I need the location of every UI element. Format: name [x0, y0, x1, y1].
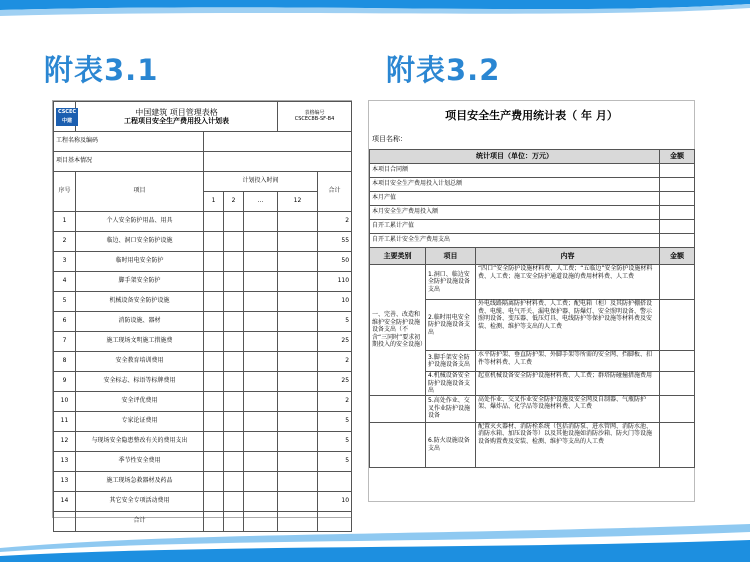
row-seq: 11 [54, 412, 76, 432]
row-month-cell[interactable] [244, 392, 278, 412]
cscec-logo-icon: CSCEC 中建 [57, 108, 77, 124]
plan-table-row [54, 452, 352, 472]
plan-table-row [54, 212, 352, 232]
row-month-cell[interactable] [224, 272, 244, 292]
org-title: 中国建筑 项目管理表格 [135, 107, 218, 117]
row-month-cell[interactable] [204, 332, 224, 352]
row-month-cell[interactable] [204, 432, 224, 452]
row-total: 50 [318, 252, 352, 272]
safety-cost-plan-form [52, 100, 352, 525]
stat-row [370, 164, 695, 178]
plan-table-row [54, 392, 352, 412]
detail-item: 5.高处作业、交叉作业防护设施设备 [426, 395, 476, 422]
row-month-cell[interactable] [244, 452, 278, 472]
row-item: 与现场安全隐患整改有关的费用支出 [76, 432, 204, 452]
row-month-cell[interactable] [204, 212, 224, 232]
detail-item: 6.防火设施设备支出 [426, 422, 476, 467]
col-header-seq: 序号 [54, 172, 76, 212]
row-total: 2 [318, 352, 352, 372]
row-month-cell[interactable] [244, 432, 278, 452]
month-header: 12 [278, 192, 318, 212]
row-item: 个人安全防护用品、用具 [76, 212, 204, 232]
stat-row [370, 206, 695, 220]
row-month-cell[interactable] [204, 472, 224, 492]
detail-content: “四口”安全防护设施材料费、人工费；“五临边”安全防护设施材料费、人工费；施工安全防护通道设施的费用材料费、人工费 [476, 265, 660, 300]
stat-row-label: 本月安全生产费用投入额 [370, 206, 660, 220]
form-code: CSCEC8B-SF-B4 [294, 115, 335, 122]
row-month-cell[interactable] [204, 252, 224, 272]
detail-category-empty [370, 395, 426, 422]
row-month-cell[interactable] [224, 452, 244, 472]
detail-header-category: 主要类别 [370, 248, 426, 265]
row-month-cell[interactable] [204, 452, 224, 472]
detail-header-content: 内容 [476, 248, 660, 265]
stat-row-label: 自开工累计安全生产费用支出 [370, 234, 660, 248]
row-month-cell[interactable] [224, 472, 244, 492]
detail-content: 高处作业、交叉作业安全防护设施及安全网及自制器、气瓶防护架、爆炸品、化学品等设施材料费、人工费 [476, 395, 660, 422]
top-wave-decoration [0, 0, 750, 20]
row-month-cell[interactable] [224, 292, 244, 312]
detail-item: 4.机械设备安全防护设施设备支出 [426, 372, 476, 396]
row-month-cell[interactable] [278, 232, 318, 252]
stat-row-amount[interactable] [660, 164, 695, 178]
stat-row-amount[interactable] [660, 206, 695, 220]
row-month-cell[interactable] [278, 432, 318, 452]
row-seq: 7 [54, 332, 76, 352]
row-total: 110 [318, 272, 352, 292]
plan-table-row [54, 272, 352, 292]
row-seq: 13 [54, 452, 76, 472]
row-item: 脚手架安全防护 [76, 272, 204, 292]
plan-table-row [54, 352, 352, 372]
row-month-cell[interactable] [244, 492, 278, 512]
stat-header-amount: 金额 [660, 150, 695, 164]
row-month-cell[interactable] [278, 292, 318, 312]
row-total: 10 [318, 492, 352, 512]
row-month-cell[interactable] [278, 392, 318, 412]
row-month-cell[interactable] [278, 212, 318, 232]
plan-table-row [54, 292, 352, 312]
row-month-cell[interactable] [278, 252, 318, 272]
stat-row-amount[interactable] [660, 220, 695, 234]
detail-header-item: 项目 [426, 248, 476, 265]
stat-row [370, 234, 695, 248]
heading-appendix-3-1: 附表3.1 [44, 53, 159, 87]
row-total: 5 [318, 412, 352, 432]
row-month-cell[interactable] [278, 332, 318, 352]
row-month-cell[interactable] [204, 392, 224, 412]
row-seq: 8 [54, 352, 76, 372]
row-month-cell[interactable] [204, 292, 224, 312]
project-name-label: 工程名称及编码 [54, 132, 204, 152]
plan-table-row [54, 492, 352, 512]
row-seq: 3 [54, 252, 76, 272]
row-item: 施工现场文明施工措施费 [76, 332, 204, 352]
stat-row-label: 自开工累计产值 [370, 220, 660, 234]
row-month-cell[interactable] [224, 232, 244, 252]
plan-table-row [54, 332, 352, 352]
row-total: 10 [318, 292, 352, 312]
row-month-cell[interactable] [204, 352, 224, 372]
row-month-cell[interactable] [244, 252, 278, 272]
row-seq: 6 [54, 312, 76, 332]
stat-row-amount[interactable] [660, 192, 695, 206]
row-month-cell[interactable] [224, 212, 244, 232]
row-month-cell[interactable] [204, 372, 224, 392]
row-seq: 13 [54, 472, 76, 492]
row-total: 5 [318, 312, 352, 332]
row-total: 5 [318, 452, 352, 472]
row-item: 季节性安全费用 [76, 452, 204, 472]
row-month-cell[interactable] [224, 412, 244, 432]
detail-category: 一、完善、改造和维护安全防护设施设备支出（不含“三同时”要求初期投入的安全设施） [370, 265, 426, 396]
row-month-cell[interactable] [204, 272, 224, 292]
detail-item: 2.临时用电安全防护设施设备支出 [426, 300, 476, 351]
row-item: 安全标志、标语等标牌费用 [76, 372, 204, 392]
row-month-cell[interactable] [244, 472, 278, 492]
row-month-cell[interactable] [224, 432, 244, 452]
plan-table-row [54, 432, 352, 452]
bottom-wave-decoration [0, 522, 750, 562]
stat-row-amount[interactable] [660, 178, 695, 192]
row-month-cell[interactable] [278, 352, 318, 372]
row-item: 合计 [76, 512, 204, 532]
row-month-cell[interactable] [278, 452, 318, 472]
row-total: 25 [318, 332, 352, 352]
row-month-cell[interactable] [278, 272, 318, 292]
row-seq: 14 [54, 492, 76, 512]
row-total: 5 [318, 432, 352, 452]
row-item: 安全教育培训费用 [76, 352, 204, 372]
form-title: 工程项目安全生产费用投入计划表 [124, 117, 229, 126]
stat-row-label: 本月产值 [370, 192, 660, 206]
detail-row [370, 265, 695, 300]
row-month-cell[interactable] [278, 372, 318, 392]
row-item: 消防设施、器材 [76, 312, 204, 332]
form-code-label: 表格编号 [304, 109, 325, 116]
row-seq: 1 [54, 212, 76, 232]
project-info-label: 项目基本情况 [54, 152, 204, 172]
stat-row [370, 220, 695, 234]
month-header: 1 [204, 192, 224, 212]
plan-table-row [54, 252, 352, 272]
row-month-cell[interactable] [224, 372, 244, 392]
row-month-cell[interactable] [244, 312, 278, 332]
detail-amount[interactable] [660, 395, 695, 422]
detail-row [370, 422, 695, 467]
row-item: 临时用电安全防护 [76, 252, 204, 272]
detail-amount[interactable] [660, 351, 695, 372]
company-logo [54, 102, 76, 132]
stat-row-label: 本项目安全生产费用投入计划总额 [370, 178, 660, 192]
row-month-cell[interactable] [278, 412, 318, 432]
col-header-total: 合计 [318, 172, 352, 212]
row-month-cell[interactable] [244, 332, 278, 352]
plan-table-row [54, 472, 352, 492]
row-total: 2 [318, 392, 352, 412]
row-seq: 4 [54, 272, 76, 292]
row-item: 施工现场急救器材及药品 [76, 472, 204, 492]
row-total [318, 472, 352, 492]
detail-amount[interactable] [660, 372, 695, 396]
row-month-cell[interactable] [224, 352, 244, 372]
col-header-plan-time: 计划投入时间 [204, 172, 318, 192]
detail-header-amount: 金额 [660, 248, 695, 265]
stat-row [370, 192, 695, 206]
row-item: 机械设备安全防护设施 [76, 292, 204, 312]
col-header-item: 项目 [76, 172, 204, 212]
detail-content: 外电线路隔离防护材料费、人工费；配电箱（柜）及其防护棚搭设费、电缆、电气开关、漏电保护器、防爆灯、安全照明设备、警示照明设备、变压器、低压灯具、电线防护等保护设施等材料费及安装、检测、维护等支出的人工费 [476, 300, 660, 351]
detail-content: 配置灭火器材、消防栓系统（包括消防泵、进水管网、消防水池、消防水箱、加压设备等）以及其他设施如消防沙箱、防火门等设施设备购置费及安装、检测、维护等支出的人工费 [476, 422, 660, 467]
row-item: 其它安全专项活动费用 [76, 492, 204, 512]
row-month-cell[interactable] [224, 332, 244, 352]
row-month-cell[interactable] [204, 412, 224, 432]
detail-amount[interactable] [660, 265, 695, 300]
stat-header-item: 统计项目（单位：万元） [370, 150, 660, 164]
plan-table-row [54, 372, 352, 392]
row-item: 安全评优费用 [76, 392, 204, 412]
detail-item: 1.洞口、临边安全防护设施设备支出 [426, 265, 476, 300]
row-month-cell[interactable] [244, 232, 278, 252]
row-seq: 10 [54, 392, 76, 412]
detail-content: 水平防护架、垂直防护架、外脚手架等所需的安全网、挡脚板、扣件等材料费、人工费 [476, 351, 660, 372]
project-info-value[interactable] [204, 152, 352, 172]
stat-row [370, 178, 695, 192]
row-month-cell[interactable] [278, 472, 318, 492]
row-month-cell[interactable] [244, 412, 278, 432]
row-seq: 2 [54, 232, 76, 252]
plan-table-row [54, 412, 352, 432]
row-month-cell[interactable] [204, 312, 224, 332]
heading-appendix-3-2: 附表3.2 [386, 53, 501, 87]
row-item: 专家论证费用 [76, 412, 204, 432]
month-header: 2 [224, 192, 244, 212]
row-month-cell[interactable] [244, 372, 278, 392]
detail-amount[interactable] [660, 300, 695, 351]
detail-item: 3.脚手架安全防护设施设备支出 [426, 351, 476, 372]
row-month-cell[interactable] [244, 292, 278, 312]
row-seq: 12 [54, 432, 76, 452]
stat-form-title: 项目安全生产费用统计表（ 年 月） [445, 109, 618, 122]
stat-row-amount[interactable] [660, 234, 695, 248]
row-total: 55 [318, 232, 352, 252]
row-item: 临边、洞口安全防护设施 [76, 232, 204, 252]
safety-cost-statistics-form [368, 100, 695, 502]
row-month-cell[interactable] [278, 492, 318, 512]
row-month-cell[interactable] [224, 312, 244, 332]
month-header: … [244, 192, 278, 212]
row-month-cell[interactable] [278, 312, 318, 332]
row-month-cell[interactable] [244, 352, 278, 372]
row-seq: 9 [54, 372, 76, 392]
row-month-cell[interactable] [224, 492, 244, 512]
row-month-cell[interactable] [224, 252, 244, 272]
project-name-value[interactable] [204, 132, 352, 152]
row-total: 25 [318, 372, 352, 392]
row-seq: 5 [54, 292, 76, 312]
plan-table-row [54, 232, 352, 252]
row-month-cell[interactable] [244, 272, 278, 292]
row-month-cell[interactable] [244, 212, 278, 232]
plan-table-row [54, 312, 352, 332]
detail-amount[interactable] [660, 422, 695, 467]
stat-row-label: 本项目合同额 [370, 164, 660, 178]
detail-content: 起重机械设备安全防护设施材料费、人工费；群塔防碰撞措施费用 [476, 372, 660, 396]
detail-row [370, 395, 695, 422]
stat-project-name-label: 项目名称： [372, 135, 407, 143]
detail-category-empty [370, 422, 426, 467]
row-month-cell[interactable] [224, 392, 244, 412]
row-total: 2 [318, 212, 352, 232]
row-month-cell[interactable] [204, 232, 224, 252]
row-month-cell[interactable] [204, 492, 224, 512]
